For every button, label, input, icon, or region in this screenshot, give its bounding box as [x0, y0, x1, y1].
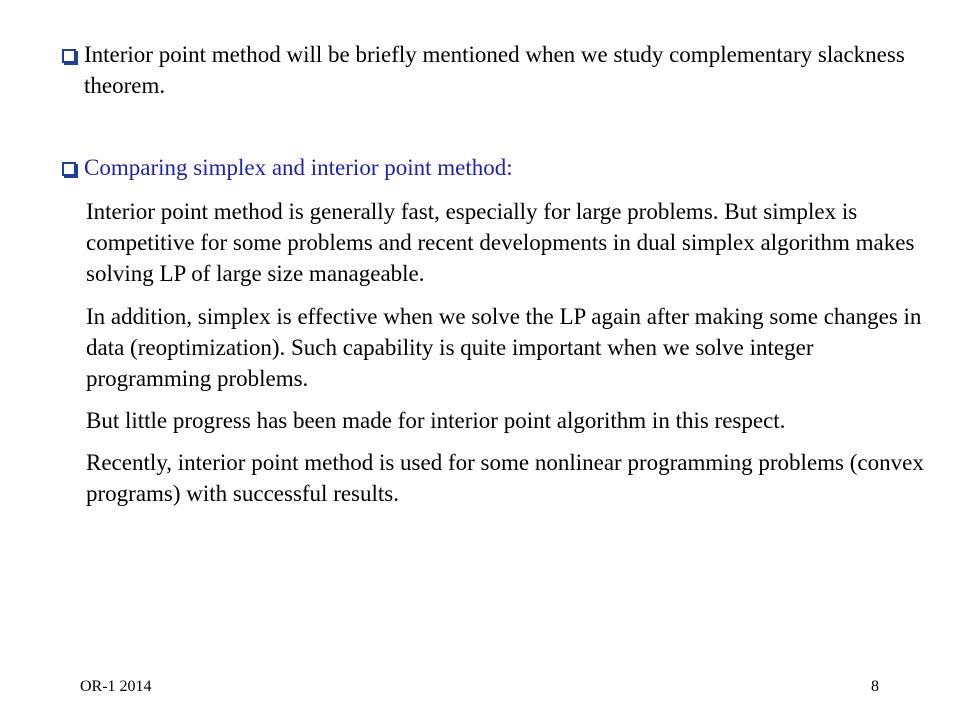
footer-course-label: OR-1 2014: [80, 678, 152, 695]
paragraph-reoptimization: In addition, simplex is effective when we solve the LP again after making some changes in data (reoptimization). Such capability is quite important when we solve integer programming problems.: [86, 304, 922, 391]
paragraph-little-progress: But little progress has been made for interior point algorithm in this respect.: [86, 408, 786, 433]
bullet-row: [62, 152, 922, 183]
bullet-row: [62, 39, 922, 101]
footer-page-number: 8: [871, 678, 879, 695]
bullet-item-interior-point: [62, 39, 922, 101]
bullet-item-comparing: [62, 152, 922, 183]
checkbox-bullet-icon: [62, 162, 76, 176]
paragraph-speed: Interior point method is generally fast, especially for large problems. But simplex is competitive for some problems and recent developments in dual simplex algorithm makes solving LP of large size manageable.: [86, 199, 915, 286]
bullet-heading-text: Comparing simplex and interior point method:: [84, 155, 513, 180]
checkbox-bullet-icon: [62, 49, 76, 63]
paragraph-nonlinear: Recently, interior point method is used for some nonlinear programming problems (convex programs) with successful results.: [86, 450, 924, 506]
bullet-text: Interior point method will be briefly mentioned when we study complementary slackness theorem.: [84, 42, 905, 98]
